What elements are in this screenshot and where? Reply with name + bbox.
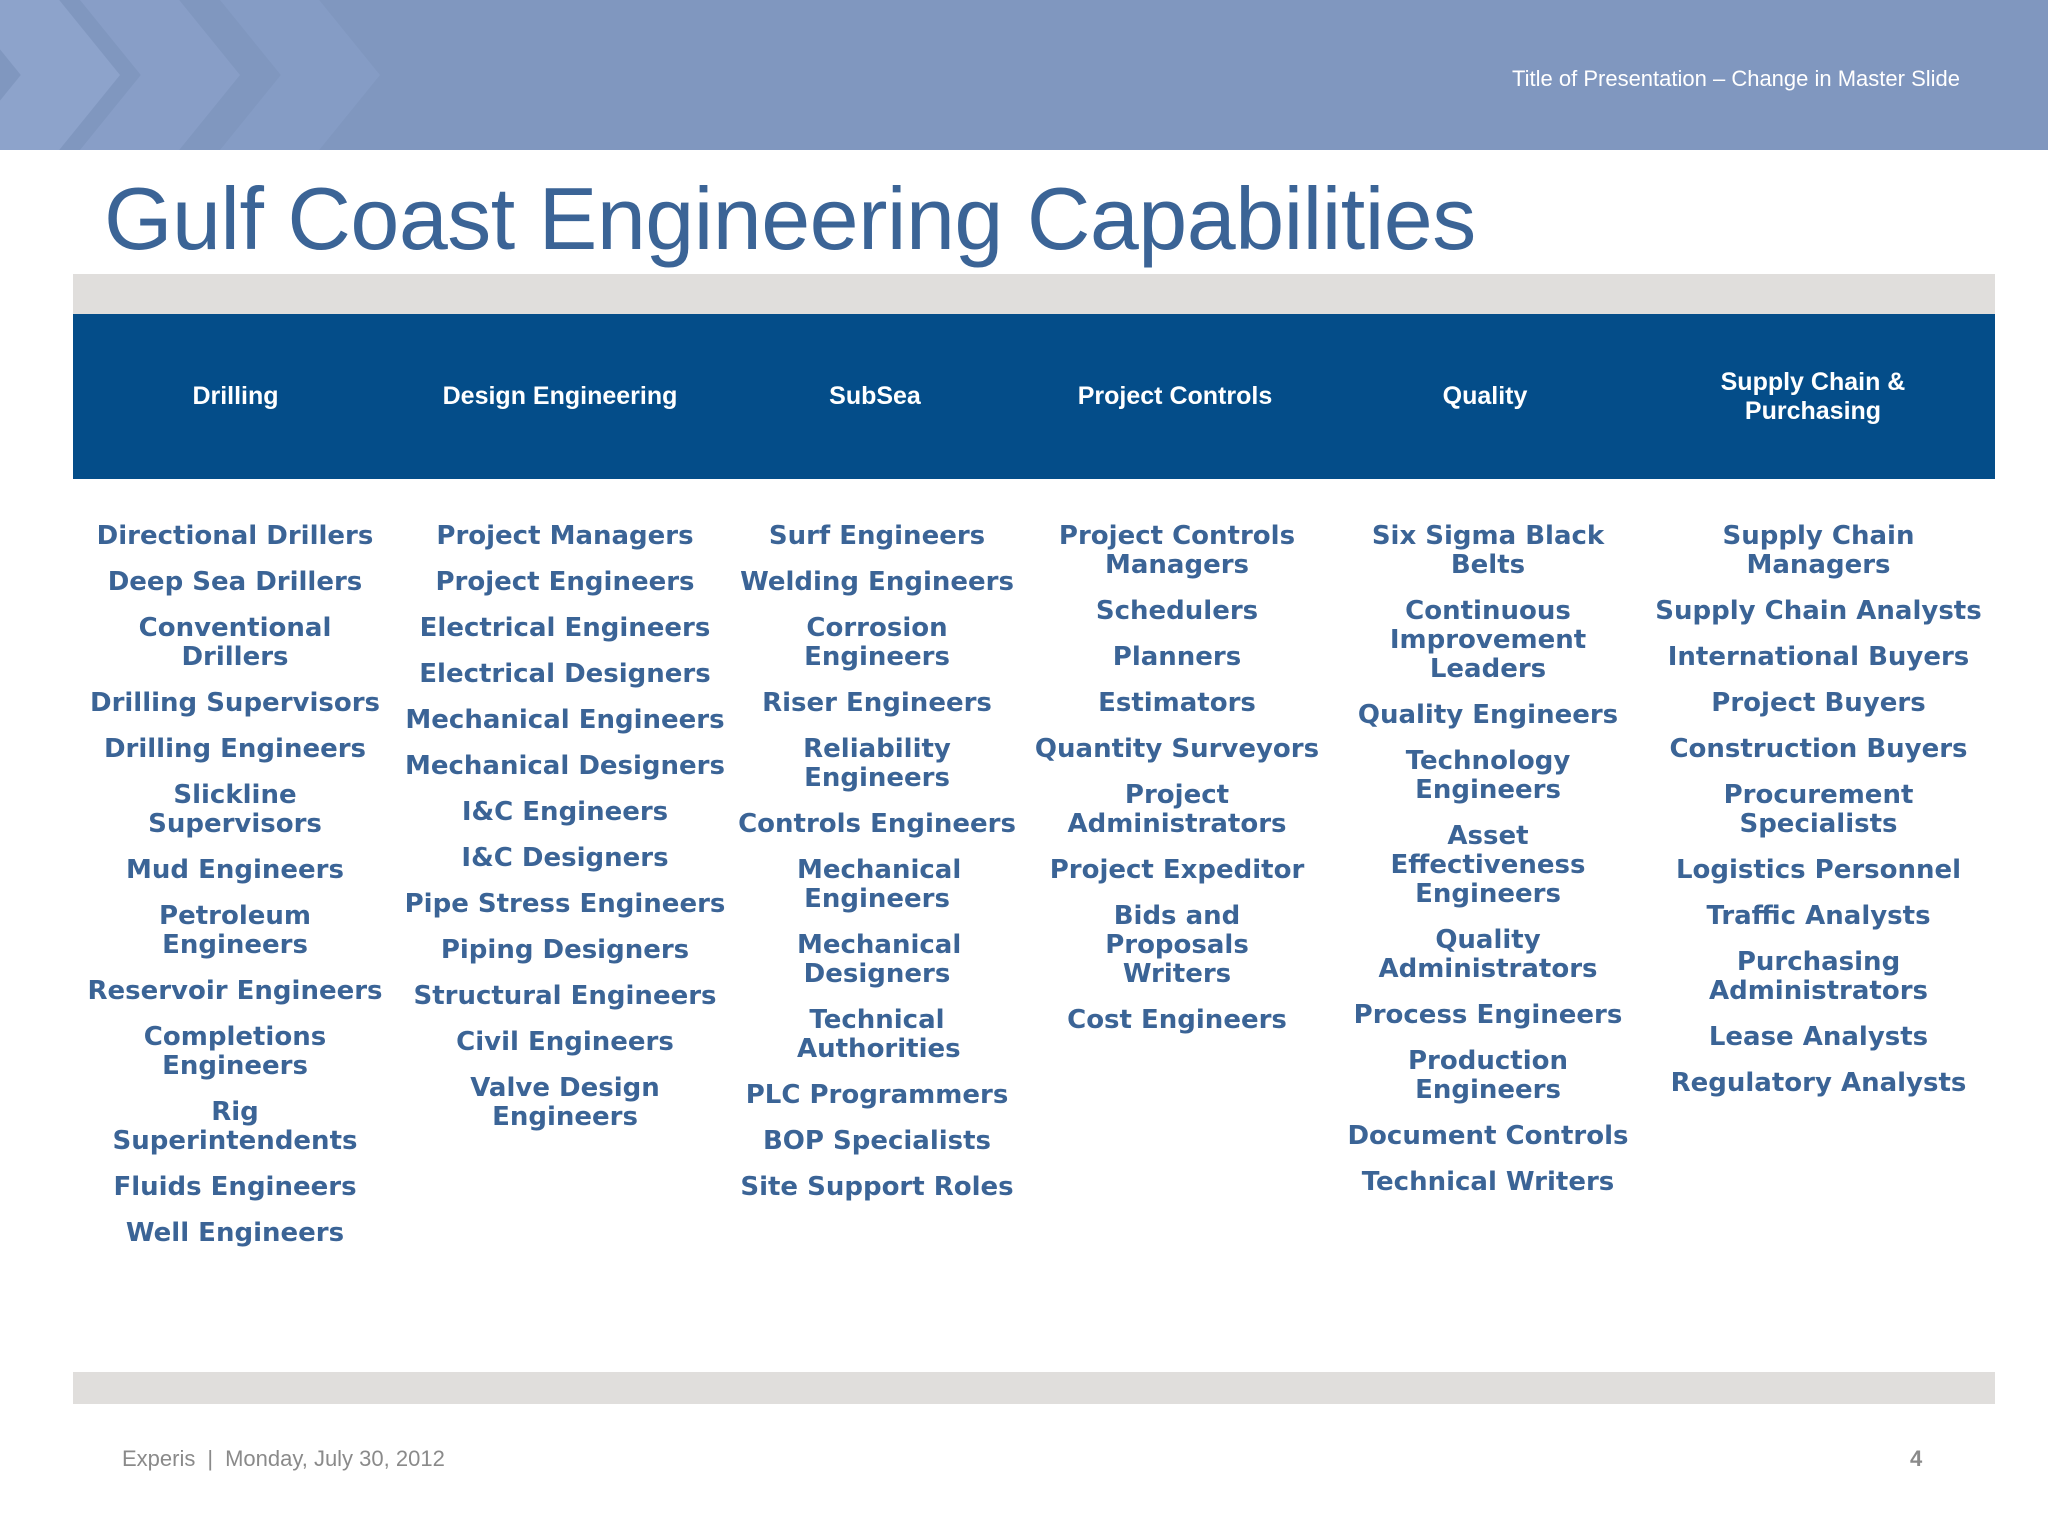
- chevron-decoration: [220, 0, 380, 150]
- list-item: Cost Engineers: [1067, 1005, 1287, 1035]
- column-header-drilling: Drilling: [192, 382, 279, 410]
- list-item: Reservoir Engineers: [87, 976, 383, 1006]
- list-item: Structural Engineers: [413, 981, 717, 1011]
- list-item: Welding Engineers: [740, 567, 1014, 597]
- column-list-drilling: [85, 522, 385, 1265]
- list-item: Project Managers: [436, 521, 694, 551]
- list-item: Project Administrators: [1067, 780, 1287, 839]
- column-header-subsea: SubSea: [829, 382, 921, 410]
- column-header-supply-chain: Supply Chain & Purchasing: [1720, 367, 1906, 425]
- footer: [122, 1446, 445, 1472]
- list-item: Piping Designers: [440, 935, 690, 965]
- list-item: Well Engineers: [125, 1218, 345, 1248]
- footer-company: Experis: [122, 1446, 196, 1471]
- list-item: Lease Analysts: [1708, 1022, 1929, 1052]
- list-item: Mechanical Engineers: [797, 855, 962, 914]
- list-item: Six Sigma Black Belts: [1371, 521, 1605, 580]
- list-item: Drilling Engineers: [103, 734, 367, 764]
- list-item: Purchasing Administrators: [1708, 947, 1929, 1006]
- list-item: Fluids Engineers: [113, 1172, 357, 1202]
- slide-title: Gulf Coast Engineering Capabilities: [104, 169, 1476, 268]
- list-item: I&C Engineers: [461, 797, 669, 827]
- column-list-quality: [1333, 522, 1643, 1214]
- list-item: Corrosion Engineers: [804, 613, 950, 672]
- list-item: Civil Engineers: [456, 1027, 674, 1057]
- list-item: Slickline Supervisors: [148, 780, 322, 839]
- list-item: Planners: [1112, 642, 1242, 672]
- list-item: Reliability Engineers: [803, 734, 951, 793]
- column-header-band: [73, 314, 1995, 479]
- list-item: Project Engineers: [435, 567, 695, 597]
- list-item: Process Engineers: [1353, 1000, 1623, 1030]
- list-item: Schedulers: [1095, 596, 1259, 626]
- column-list-project-controls: [1027, 522, 1327, 1052]
- list-item: International Buyers: [1667, 642, 1970, 672]
- list-item: Technical Authorities: [797, 1005, 961, 1064]
- column-header-project-controls: Project Controls: [1077, 382, 1273, 410]
- list-item: Deep Sea Drillers: [107, 567, 363, 597]
- footer-separator: |: [207, 1446, 214, 1471]
- list-item: Controls Engineers: [738, 809, 1016, 839]
- list-item: Drilling Supervisors: [89, 688, 381, 718]
- list-item: Petroleum Engineers: [159, 901, 311, 960]
- list-item: Rig Superintendents: [112, 1097, 358, 1156]
- list-item: Riser Engineers: [762, 688, 992, 718]
- list-item: Document Controls: [1347, 1121, 1629, 1151]
- list-item: Valve Design Engineers: [470, 1073, 660, 1132]
- list-item: Project Buyers: [1711, 688, 1926, 718]
- list-item: Mechanical Engineers: [405, 705, 725, 735]
- list-item: Mechanical Designers: [405, 751, 725, 781]
- list-item: Construction Buyers: [1669, 734, 1968, 764]
- list-item: Quality Engineers: [1357, 700, 1619, 730]
- list-item: Technical Writers: [1361, 1167, 1615, 1197]
- top-divider-bar: [73, 274, 1995, 314]
- column-header-quality: Quality: [1442, 382, 1528, 410]
- list-item: Mechanical Designers: [797, 930, 962, 989]
- list-item: Quantity Surveyors: [1034, 734, 1320, 764]
- bottom-divider-bar: [73, 1372, 1995, 1404]
- list-item: Conventional Drillers: [138, 613, 332, 672]
- list-item: Electrical Engineers: [419, 613, 711, 643]
- page-number: 4: [1910, 1446, 1923, 1471]
- list-item: Electrical Designers: [419, 659, 711, 689]
- list-item: Directional Drillers: [96, 521, 374, 551]
- list-item: Procurement Specialists: [1723, 780, 1914, 839]
- list-item: Production Engineers: [1408, 1046, 1568, 1105]
- list-item: Mud Engineers: [126, 855, 344, 885]
- list-item: Quality Administrators: [1378, 925, 1598, 984]
- list-item: Estimators: [1098, 688, 1256, 718]
- list-item: BOP Specialists: [762, 1126, 992, 1156]
- list-item: Logistics Personnel: [1675, 855, 1962, 885]
- list-item: Pipe Stress Engineers: [404, 889, 726, 919]
- list-item: Project Controls Managers: [1058, 521, 1296, 580]
- footer-date: Monday, July 30, 2012: [225, 1446, 445, 1471]
- list-item: Continuous Improvement Leaders: [1389, 596, 1587, 684]
- list-item: Surf Engineers: [768, 521, 986, 551]
- list-item: Project Expeditor: [1049, 855, 1305, 885]
- list-item: Site Support Roles: [740, 1172, 1014, 1202]
- list-item: I&C Designers: [461, 843, 669, 873]
- list-item: Supply Chain Analysts: [1655, 596, 1982, 626]
- list-item: Bids and Proposals Writers: [1105, 901, 1249, 989]
- column-list-supply-chain: [1652, 522, 1985, 1115]
- header-band: [0, 0, 2048, 150]
- list-item: Supply Chain Managers: [1722, 521, 1915, 580]
- list-item: PLC Programmers: [745, 1080, 1009, 1110]
- list-item: Regulatory Analysts: [1670, 1068, 1967, 1098]
- list-item: Completions Engineers: [143, 1022, 327, 1081]
- list-item: Technology Engineers: [1405, 746, 1571, 805]
- list-item: Asset Effectiveness Engineers: [1390, 821, 1586, 909]
- presentation-title: Title of Presentation – Change in Master Slide: [1512, 66, 1960, 91]
- column-header-design-engineering: Design Engineering: [442, 382, 678, 410]
- list-item: Traffic Analysts: [1706, 901, 1931, 931]
- column-list-design-engineering: [400, 522, 730, 1149]
- column-list-subsea: [727, 522, 1027, 1219]
